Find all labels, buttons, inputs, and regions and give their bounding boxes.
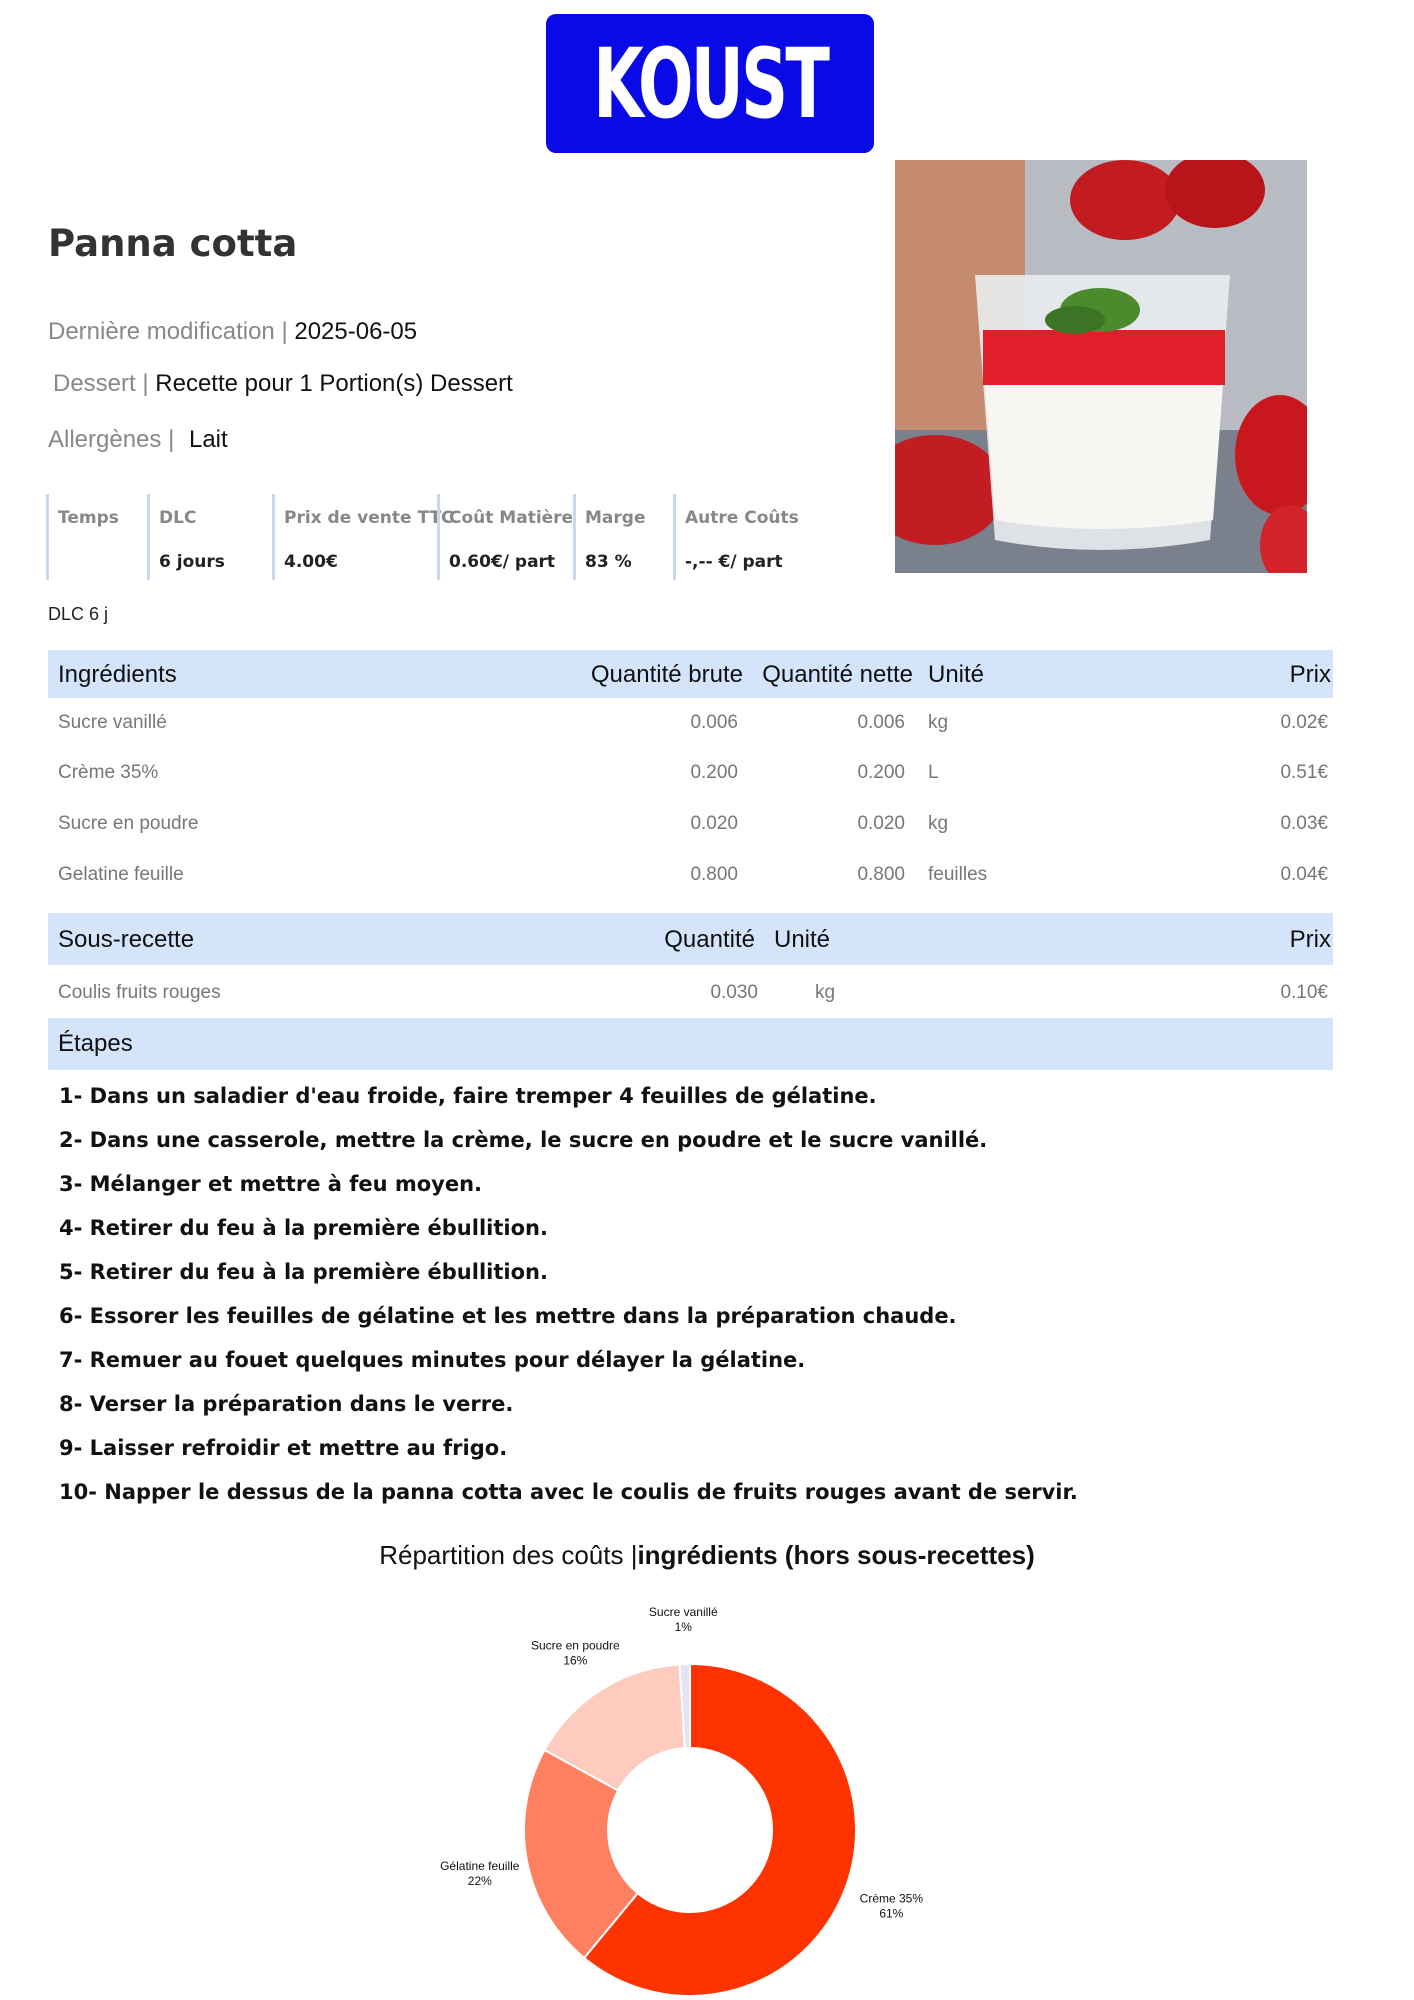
col-unit: Unité bbox=[774, 926, 831, 953]
table-row: Sucre en poudre 0.020 0.020 kg 0.03€ bbox=[58, 813, 1328, 834]
step-item: 4- Retirer du feu à la première ébullition. bbox=[59, 1216, 548, 1240]
table-row: Sucre vanillé 0.006 0.006 kg 0.02€ bbox=[58, 712, 1328, 733]
last-modified-label: Dernière modification | bbox=[48, 318, 288, 345]
slice-label: Gélatine feuille bbox=[440, 1859, 520, 1874]
last-modified-value: 2025-06-05 bbox=[294, 318, 418, 345]
last-modified bbox=[48, 318, 417, 346]
table-row: Crème 35% 0.200 0.200 L 0.51€ bbox=[58, 762, 1328, 783]
slice-label: Sucre vanillé bbox=[648, 1605, 718, 1620]
slice-percent: 61% bbox=[879, 1906, 904, 1921]
slice-percent: 16% bbox=[563, 1653, 588, 1668]
stats-bar bbox=[46, 494, 813, 580]
dlc-note: DLC 6 j bbox=[48, 604, 109, 624]
step-item: 3- Mélanger et mettre à feu moyen. bbox=[59, 1172, 483, 1196]
slice-percent: 1% bbox=[674, 1620, 692, 1635]
logo-text: KOUST bbox=[592, 27, 828, 140]
subrecipes-header bbox=[48, 913, 1333, 965]
step-item: 1- Dans un saladier d'eau froide, faire tremper 4 feuilles de gélatine. bbox=[59, 1084, 877, 1108]
recipe-title: Panna cotta bbox=[48, 222, 298, 265]
stat-margin: Marge 83 % bbox=[573, 494, 673, 580]
step-item: 9- Laisser refroidir et mettre au frigo. bbox=[59, 1436, 508, 1460]
col-price: Prix bbox=[1289, 661, 1331, 688]
chart-title-prefix: Répartition des coûts | bbox=[379, 1540, 638, 1570]
col-ingredients: Ingrédients bbox=[58, 661, 177, 688]
col-unit: Unité bbox=[928, 661, 985, 688]
category-value: Recette pour 1 Portion(s) Dessert bbox=[155, 370, 513, 397]
col-qty: Quantité bbox=[664, 926, 755, 953]
steps-header bbox=[48, 1018, 1333, 1070]
col-gross-qty: Quantité brute bbox=[590, 661, 743, 688]
step-item: 6- Essorer les feuilles de gélatine et les mettre dans la préparation chaude. bbox=[59, 1304, 957, 1328]
step-item: 10- Napper le dessus de la panna cotta avec le coulis de fruits rouges avant de servir. bbox=[59, 1480, 1078, 1504]
steps-list bbox=[59, 1081, 1078, 1521]
ingredients-header bbox=[48, 650, 1333, 698]
koust-logo bbox=[546, 14, 874, 153]
step-item: 7- Remuer au fouet quelques minutes pour délayer la gélatine. bbox=[59, 1348, 806, 1372]
table-row: Gelatine feuille 0.800 0.800 feuilles 0.04€ bbox=[58, 864, 1328, 885]
chart-title-bold: ingrédients (hors sous-recettes) bbox=[637, 1540, 1035, 1570]
stat-sale-price: Prix de vente TTC 4.00€ bbox=[272, 494, 437, 580]
stat-other-costs: Autre Coûts -,-- €/ part bbox=[673, 494, 813, 580]
cost-donut-chart bbox=[0, 1590, 1414, 2000]
chart-title bbox=[0, 1540, 1414, 1571]
allergens-value: Lait bbox=[188, 426, 228, 453]
category-line bbox=[53, 370, 513, 398]
col-price: Prix bbox=[1289, 926, 1331, 953]
allergens-line bbox=[48, 426, 228, 454]
table-row: Coulis fruits rouges 0.030 kg 0.10€ bbox=[58, 982, 1328, 1003]
col-subrecipe: Sous-recette bbox=[58, 926, 195, 953]
recipe-photo bbox=[895, 160, 1307, 573]
allergens-label: Allergènes | bbox=[48, 426, 175, 453]
stat-dlc: DLC 6 jours bbox=[147, 494, 272, 580]
col-net-qty: Quantité nette bbox=[762, 661, 913, 688]
stat-time: Temps bbox=[46, 494, 147, 580]
slice-label: Sucre en poudre bbox=[530, 1638, 620, 1653]
panna-cotta-image bbox=[895, 160, 1307, 573]
slice-label: Crème 35% bbox=[859, 1891, 924, 1906]
slice-percent: 22% bbox=[467, 1874, 492, 1889]
step-item: 5- Retirer du feu à la première ébullition. bbox=[59, 1260, 548, 1284]
step-item: 2- Dans une casserole, mettre la crème, le sucre en poudre et le sucre vanillé. bbox=[59, 1128, 988, 1152]
step-item: 8- Verser la préparation dans le verre. bbox=[59, 1392, 514, 1416]
steps-title: Étapes bbox=[58, 1030, 133, 1057]
category-label: Dessert | bbox=[53, 370, 149, 397]
stat-material-cost: Coût Matière 0.60€/ part bbox=[437, 494, 573, 580]
